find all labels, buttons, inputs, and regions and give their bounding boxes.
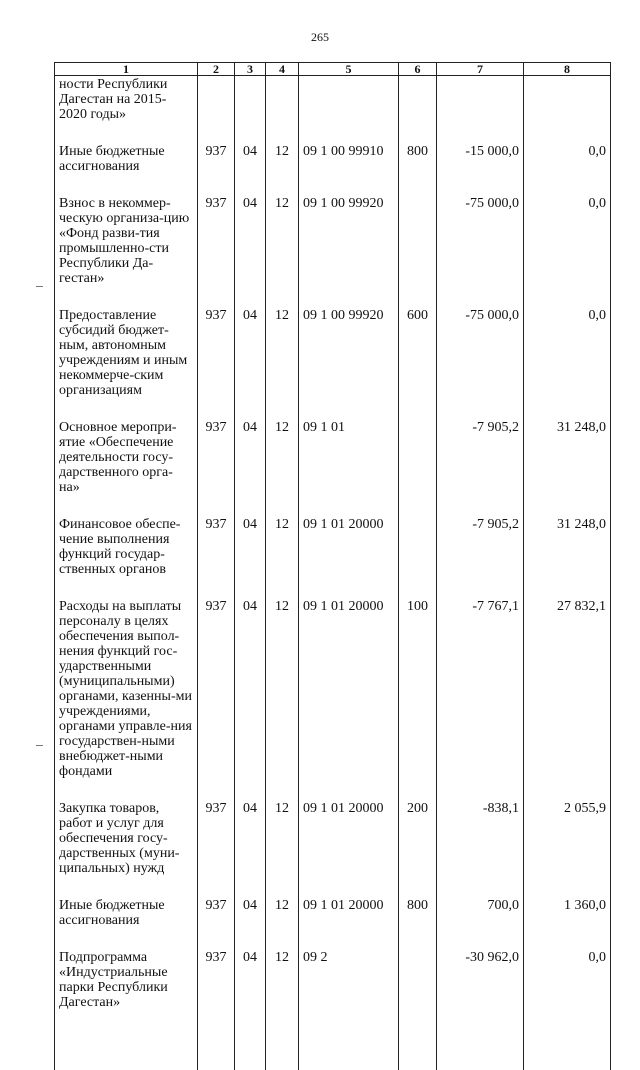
row-target-code: 09 1 00 99920 <box>299 286 399 398</box>
row-target-code: 09 1 01 20000 <box>299 876 399 928</box>
row-total-amount: 0,0 <box>524 286 611 398</box>
header-col-4: 4 <box>266 63 299 76</box>
row-expense-type: 600 <box>399 286 437 398</box>
row-section-code: 04 <box>235 398 266 495</box>
row-section-code: 04 <box>235 928 266 1010</box>
row-name: Предоставление субсидий бюджет-ным, автономным учреждениям и иным некоммерче-ским организациям <box>55 286 198 398</box>
row-total-amount <box>524 76 611 123</box>
row-change-amount: -15 000,0 <box>437 122 524 174</box>
row-total-amount: 31 248,0 <box>524 495 611 577</box>
row-section-code: 04 <box>235 122 266 174</box>
row-total-amount: 0,0 <box>524 928 611 1010</box>
row-expense-type <box>399 928 437 1010</box>
row-total-amount: 0,0 <box>524 122 611 174</box>
row-expense-type <box>399 398 437 495</box>
row-subsection-code: 12 <box>266 876 299 928</box>
row-name: Основное меропри-ятие «Обеспечение деятельности госу-дарственного орга-на» <box>55 398 198 495</box>
row-target-code <box>299 76 399 123</box>
header-col-6: 6 <box>399 63 437 76</box>
row-change-amount: -75 000,0 <box>437 174 524 286</box>
page-number: 265 <box>0 30 640 45</box>
header-col-2: 2 <box>198 63 235 76</box>
tail-cell <box>399 1010 437 1070</box>
table-row <box>55 76 611 123</box>
tail-cell <box>198 1010 235 1070</box>
row-expense-type <box>399 76 437 123</box>
row-section-code: 04 <box>235 174 266 286</box>
row-section-code: 04 <box>235 779 266 876</box>
row-name: Подпрограмма «Индустриальные парки Республики Дагестан» <box>55 928 198 1010</box>
row-target-code: 09 1 00 99920 <box>299 174 399 286</box>
header-col-3: 3 <box>235 63 266 76</box>
row-change-amount: -7 905,2 <box>437 398 524 495</box>
row-ministry-code: 937 <box>198 779 235 876</box>
row-total-amount: 2 055,9 <box>524 779 611 876</box>
row-change-amount: 700,0 <box>437 876 524 928</box>
row-section-code: 04 <box>235 876 266 928</box>
row-ministry-code: 937 <box>198 398 235 495</box>
row-section-code: 04 <box>235 577 266 779</box>
row-subsection-code: 12 <box>266 122 299 174</box>
row-section-code: 04 <box>235 495 266 577</box>
row-ministry-code: 937 <box>198 122 235 174</box>
tail-cell <box>299 1010 399 1070</box>
row-total-amount: 0,0 <box>524 174 611 286</box>
row-total-amount: 27 832,1 <box>524 577 611 779</box>
row-total-amount: 31 248,0 <box>524 398 611 495</box>
row-section-code <box>235 76 266 123</box>
row-subsection-code <box>266 76 299 123</box>
row-expense-type <box>399 495 437 577</box>
row-total-amount: 1 360,0 <box>524 876 611 928</box>
row-section-code: 04 <box>235 286 266 398</box>
row-subsection-code: 12 <box>266 174 299 286</box>
table-row <box>55 876 611 928</box>
row-change-amount: -30 962,0 <box>437 928 524 1010</box>
row-ministry-code: 937 <box>198 928 235 1010</box>
row-ministry-code: 937 <box>198 876 235 928</box>
row-subsection-code: 12 <box>266 286 299 398</box>
row-expense-type: 800 <box>399 876 437 928</box>
row-expense-type: 800 <box>399 122 437 174</box>
header-col-7: 7 <box>437 63 524 76</box>
scan-mark <box>36 745 43 746</box>
row-target-code: 09 1 00 99910 <box>299 122 399 174</box>
row-name: Иные бюджетные ассигнования <box>55 876 198 928</box>
table-row <box>55 495 611 577</box>
row-name: Закупка товаров, работ и услуг для обеспечения госу-дарственных (муни-ципальных) нужд <box>55 779 198 876</box>
row-name: Взнос в некоммер-ческую организа-цию «Фонд разви-тия промышленно-сти Республики Да-гестан» <box>55 174 198 286</box>
row-change-amount: -838,1 <box>437 779 524 876</box>
table-body <box>55 76 611 1070</box>
scan-mark <box>36 286 43 287</box>
table-row <box>55 577 611 779</box>
table-row <box>55 286 611 398</box>
row-name: Финансовое обеспе-чение выполнения функций государ-ственных органов <box>55 495 198 577</box>
row-target-code: 09 2 <box>299 928 399 1010</box>
tail-cell <box>235 1010 266 1070</box>
row-target-code: 09 1 01 20000 <box>299 495 399 577</box>
tail-cell <box>266 1010 299 1070</box>
header-col-5: 5 <box>299 63 399 76</box>
table-row <box>55 928 611 1010</box>
row-name: Расходы на выплаты персоналу в целях обеспечения выпол-нения функций гос-ударственными (муниципальными) органами, казенны-ми учреждениями, органами управле-ния государствен-ными внебюджет-ными фондами <box>55 577 198 779</box>
header-col-8: 8 <box>524 63 611 76</box>
tail-cell <box>437 1010 524 1070</box>
row-change-amount: -75 000,0 <box>437 286 524 398</box>
row-name: Иные бюджетные ассигнования <box>55 122 198 174</box>
row-expense-type <box>399 174 437 286</box>
row-change-amount: -7 905,2 <box>437 495 524 577</box>
row-subsection-code: 12 <box>266 779 299 876</box>
row-ministry-code: 937 <box>198 495 235 577</box>
budget-table <box>54 62 611 1070</box>
row-target-code: 09 1 01 20000 <box>299 577 399 779</box>
table-row-tail <box>55 1010 611 1070</box>
row-ministry-code: 937 <box>198 577 235 779</box>
row-target-code: 09 1 01 <box>299 398 399 495</box>
row-change-amount: -7 767,1 <box>437 577 524 779</box>
row-ministry-code: 937 <box>198 286 235 398</box>
row-ministry-code: 937 <box>198 174 235 286</box>
row-target-code: 09 1 01 20000 <box>299 779 399 876</box>
row-expense-type: 200 <box>399 779 437 876</box>
header-col-1: 1 <box>55 63 198 76</box>
table-row <box>55 779 611 876</box>
row-expense-type: 100 <box>399 577 437 779</box>
row-name: ности Республики Дагестан на 2015-2020 годы» <box>55 76 198 123</box>
tail-cell <box>524 1010 611 1070</box>
table-row <box>55 398 611 495</box>
tail-cell <box>55 1010 198 1070</box>
row-subsection-code: 12 <box>266 928 299 1010</box>
row-subsection-code: 12 <box>266 577 299 779</box>
table-row <box>55 174 611 286</box>
row-change-amount <box>437 76 524 123</box>
row-subsection-code: 12 <box>266 398 299 495</box>
table-header <box>55 63 611 76</box>
table-row <box>55 122 611 174</box>
row-subsection-code: 12 <box>266 495 299 577</box>
row-ministry-code <box>198 76 235 123</box>
